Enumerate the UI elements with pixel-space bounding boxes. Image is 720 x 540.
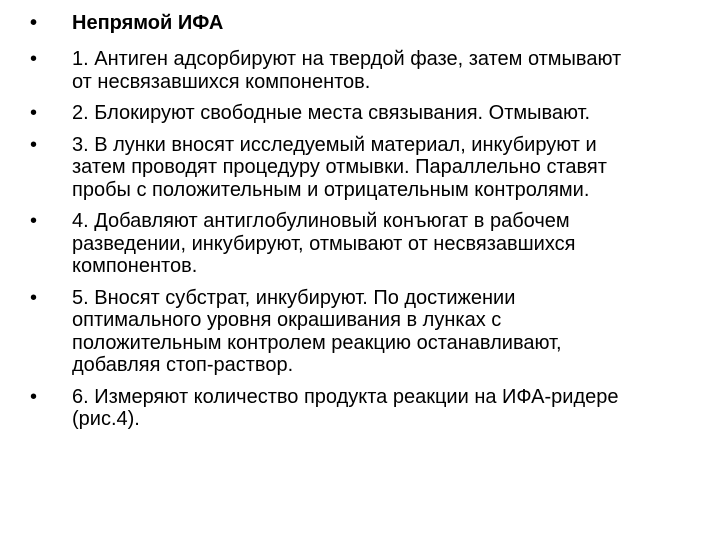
- slide-title: Непрямой ИФА: [72, 12, 224, 34]
- step-item-1: [30, 48, 690, 93]
- step-item-6: [30, 386, 690, 431]
- bullet-icon: •: [30, 286, 38, 309]
- step-text: 2. Блокируют свободные места связывания. Отмывают.: [72, 102, 591, 124]
- step-text: 6. Измеряют количество продукта реакции на ИФА-ридере (рис.4).: [72, 385, 619, 430]
- bullet-icon: •: [30, 133, 38, 156]
- bullet-icon: •: [30, 12, 38, 34]
- step-text: 4. Добавляют антиглобулиновый конъюгат в рабочем разведении, инкубируют, отмывают от несвязавшихся компонентов.: [72, 210, 576, 277]
- step-text: 1. Антиген адсорбируют на твердой фазе, затем отмывают от несвязавшихся компонентов.: [72, 48, 622, 93]
- bullet-icon: •: [30, 48, 38, 70]
- bullet-icon: •: [30, 102, 38, 124]
- bullet-list: [30, 8, 690, 440]
- step-item-4: [30, 210, 690, 278]
- step-item-5: [30, 287, 690, 377]
- step-item-2: [30, 102, 690, 125]
- step-text: 3. В лунки вносят исследуемый материал, инкубируют и затем проводят процедуру отмывки. Параллельно ставят пробы с положительным и отрицательным контролями.: [72, 133, 607, 201]
- bullet-icon: •: [30, 210, 38, 232]
- bullet-icon: •: [30, 385, 38, 408]
- step-text: 5. Вносят субстрат, инкубируют. По достижении оптимального уровня окрашивания в лунках с положительным контролем реакцию останавливают, добавляя стоп-раствор.: [72, 286, 562, 376]
- step-item-3: [30, 134, 690, 202]
- slide-title-item: [30, 11, 690, 35]
